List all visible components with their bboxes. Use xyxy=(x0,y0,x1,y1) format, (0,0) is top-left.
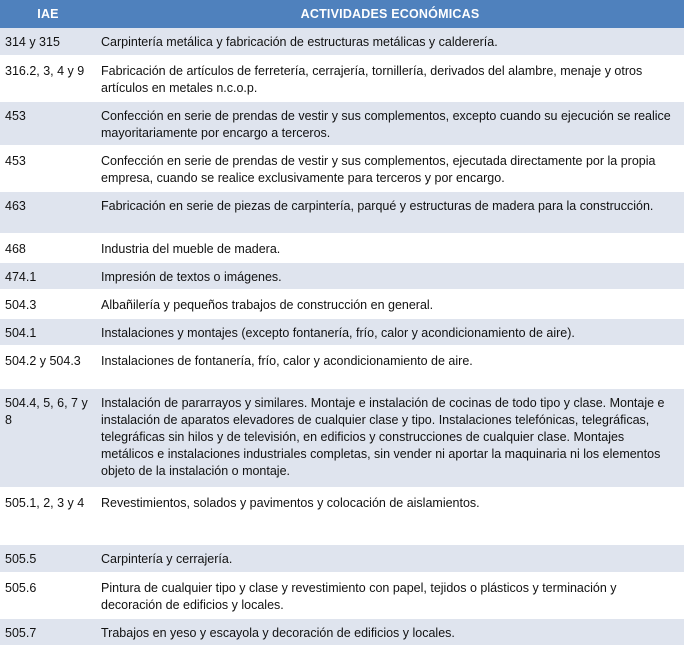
activity-description: Industria del mueble de madera. xyxy=(96,235,684,263)
iae-code: 314 y 315 xyxy=(0,28,96,57)
header-iae: IAE xyxy=(0,0,96,28)
activity-description: Revestimientos, solados y pavimentos y colocación de aislamientos. xyxy=(96,489,684,545)
table-row xyxy=(0,192,684,235)
activity-description: Instalaciones de fontanería, frío, calor y acondicionamiento de aire. xyxy=(96,347,684,389)
iae-code: 505.7 xyxy=(0,619,96,647)
iae-code: 505.5 xyxy=(0,545,96,574)
iae-code: 316.2, 3, 4 y 9 xyxy=(0,57,96,102)
iae-code: 453 xyxy=(0,102,96,147)
iae-code: 463 xyxy=(0,192,96,235)
table-row xyxy=(0,619,684,647)
iae-code: 505.6 xyxy=(0,574,96,619)
activity-description: Fabricación de artículos de ferretería, cerrajería, tornillería, derivados del alambre, menaje y otros artículos en metales n.c.o.p. xyxy=(96,57,684,102)
activity-description: Trabajos en yeso y escayola y decoración de edificios y locales. xyxy=(96,619,684,647)
iae-code: 505.1, 2, 3 y 4 xyxy=(0,489,96,545)
activity-description: Instalaciones y montajes (excepto fontanería, frío, calor y acondicionamiento de aire). xyxy=(96,319,684,347)
table-row xyxy=(0,147,684,192)
iae-code: 504.2 y 504.3 xyxy=(0,347,96,389)
table-row xyxy=(0,28,684,57)
table-row xyxy=(0,574,684,619)
iae-code: 474.1 xyxy=(0,263,96,291)
table-row xyxy=(0,235,684,263)
activity-description: Carpintería y cerrajería. xyxy=(96,545,684,574)
activity-description: Fabricación en serie de piezas de carpintería, parqué y estructuras de madera para la construcción. xyxy=(96,192,684,235)
table-row xyxy=(0,102,684,147)
activity-description: Confección en serie de prendas de vestir y sus complementos, excepto cuando su ejecución se realice mayoritariamente por encargo a terceros. xyxy=(96,102,684,147)
table-row xyxy=(0,263,684,291)
activity-description: Carpintería metálica y fabricación de estructuras metálicas y calderería. xyxy=(96,28,684,57)
header-activities: ACTIVIDADES ECONÓMICAS xyxy=(96,0,684,28)
table-row xyxy=(0,57,684,102)
header-row xyxy=(0,0,684,28)
iae-code: 504.1 xyxy=(0,319,96,347)
table-row xyxy=(0,389,684,489)
table-row xyxy=(0,489,684,545)
iae-code: 504.4, 5, 6, 7 y 8 xyxy=(0,389,96,489)
iae-code: 504.3 xyxy=(0,291,96,319)
table-row xyxy=(0,319,684,347)
activity-description: Instalación de pararrayos y similares. Montaje e instalación de cocinas de todo tipo y clase. Montaje e instalación de aparatos elevadores de cualquier clase y tipo. Instalaciones telefónicas, telegráficas, telegráficas sin hilos y de televisión, en edificios y construcciones de cualquier clase. Montajes metálicos e instalaciones industriales completas, sin vender ni aportar la maquinaria ni los elementos objeto de la instalación o montaje. xyxy=(96,389,684,489)
table-row xyxy=(0,545,684,574)
table-row xyxy=(0,347,684,389)
activity-description: Pintura de cualquier tipo y clase y revestimiento con papel, tejidos o plásticos y terminación y decoración de edificios y locales. xyxy=(96,574,684,619)
activity-description: Albañilería y pequeños trabajos de construcción en general. xyxy=(96,291,684,319)
activity-description: Confección en serie de prendas de vestir y sus complementos, ejecutada directamente por la propia empresa, cuando se realice exclusivamente para terceros y por encargo. xyxy=(96,147,684,192)
table-row xyxy=(0,291,684,319)
activity-description: Impresión de textos o imágenes. xyxy=(96,263,684,291)
iae-code: 453 xyxy=(0,147,96,192)
iae-code: 468 xyxy=(0,235,96,263)
